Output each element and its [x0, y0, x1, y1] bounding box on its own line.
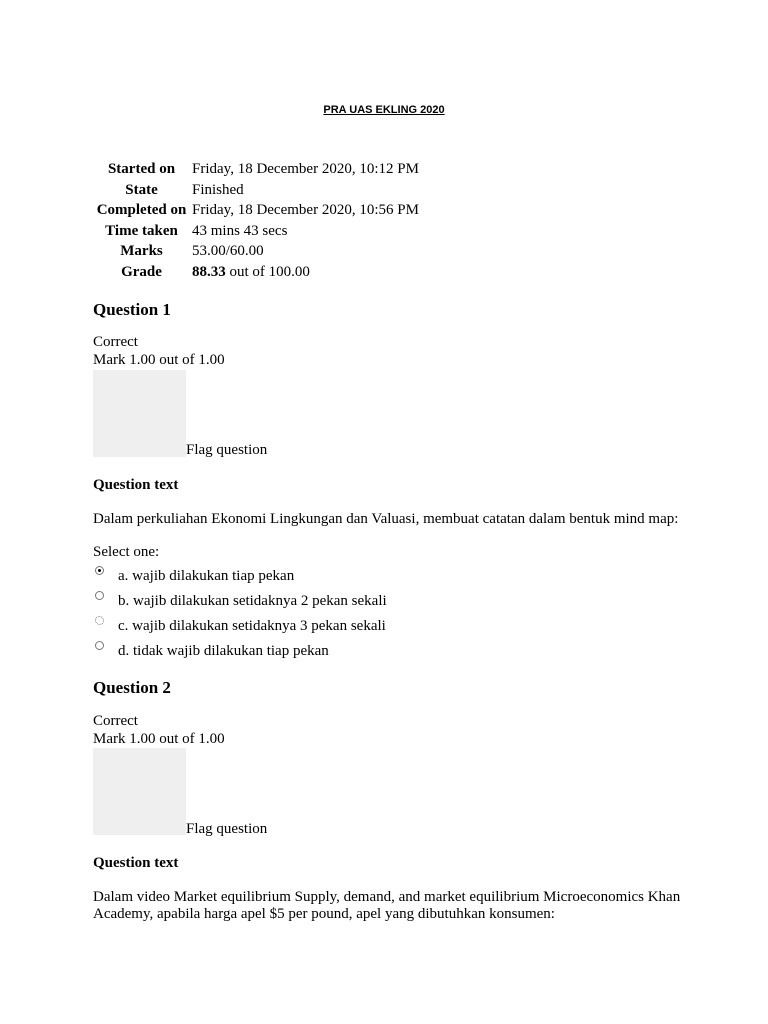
question-heading: Question 2	[93, 678, 171, 697]
flag-question-link[interactable]: Flag question	[186, 442, 268, 458]
radio-checked-icon[interactable]	[95, 566, 104, 575]
summary-label: Time taken	[105, 222, 178, 239]
summary-label: Started on	[107, 161, 176, 178]
summary-value	[192, 262, 419, 283]
attempt-summary-table	[94, 159, 419, 282]
summary-label: State	[125, 181, 158, 198]
answer-option-label: c. wajib dilakukan setidaknya 3 pekan sekali	[118, 618, 386, 634]
summary-value: Finished	[192, 181, 244, 198]
summary-label: Grade	[121, 263, 162, 280]
question-text: Dalam video Market equilibrium Supply, demand, and market equilibrium Microeconomics Khan Academy, apabila harga apel $5 per pound, apel yang dibutuhkan konsumen:	[93, 889, 681, 922]
question-status: Correct	[93, 334, 138, 350]
question-text: Dalam perkuliahan Ekonomi Lingkungan dan Valuasi, membuat catatan dalam bentuk mind map:	[93, 511, 679, 527]
summary-value: 53.00/60.00	[192, 243, 264, 260]
summary-label: Marks	[120, 243, 163, 260]
page-title: PRA UAS EKLING 2020	[323, 104, 445, 116]
answer-option-label: d. tidak wajib dilakukan tiap pekan	[118, 643, 329, 659]
flag-icon[interactable]	[93, 370, 186, 457]
answer-option-label: a. wajib dilakukan tiap pekan	[118, 568, 295, 584]
grade-value: 88.33	[192, 263, 226, 280]
summary-value: 43 mins 43 secs	[192, 222, 288, 239]
select-one-label: Select one:	[93, 544, 160, 560]
question-mark: Mark 1.00 out of 1.00	[93, 352, 225, 368]
flag-question-link[interactable]: Flag question	[186, 821, 268, 837]
radio-unchecked-icon[interactable]	[95, 641, 104, 650]
question-text-heading: Question text	[93, 477, 179, 493]
question-status: Correct	[93, 713, 138, 729]
question-mark: Mark 1.00 out of 1.00	[93, 731, 225, 747]
summary-row-completed-on	[94, 200, 419, 221]
summary-row-grade	[94, 262, 419, 283]
answer-option-label: b. wajib dilakukan setidaknya 2 pekan sekali	[118, 593, 387, 609]
question-heading: Question 1	[93, 300, 171, 319]
radio-unchecked-icon[interactable]	[95, 591, 104, 600]
flag-icon[interactable]	[93, 748, 186, 835]
summary-row-started-on	[94, 159, 419, 180]
radio-unchecked-icon[interactable]	[95, 616, 104, 625]
summary-value: Friday, 18 December 2020, 10:56 PM	[192, 202, 419, 219]
summary-row-time-taken	[94, 221, 419, 242]
summary-label: Completed on	[96, 202, 187, 219]
summary-row-marks	[94, 241, 419, 262]
grade-out-of: out of 100.00	[225, 263, 310, 280]
summary-value: Friday, 18 December 2020, 10:12 PM	[192, 161, 419, 178]
question-text-heading: Question text	[93, 855, 179, 871]
summary-row-state	[94, 180, 419, 201]
